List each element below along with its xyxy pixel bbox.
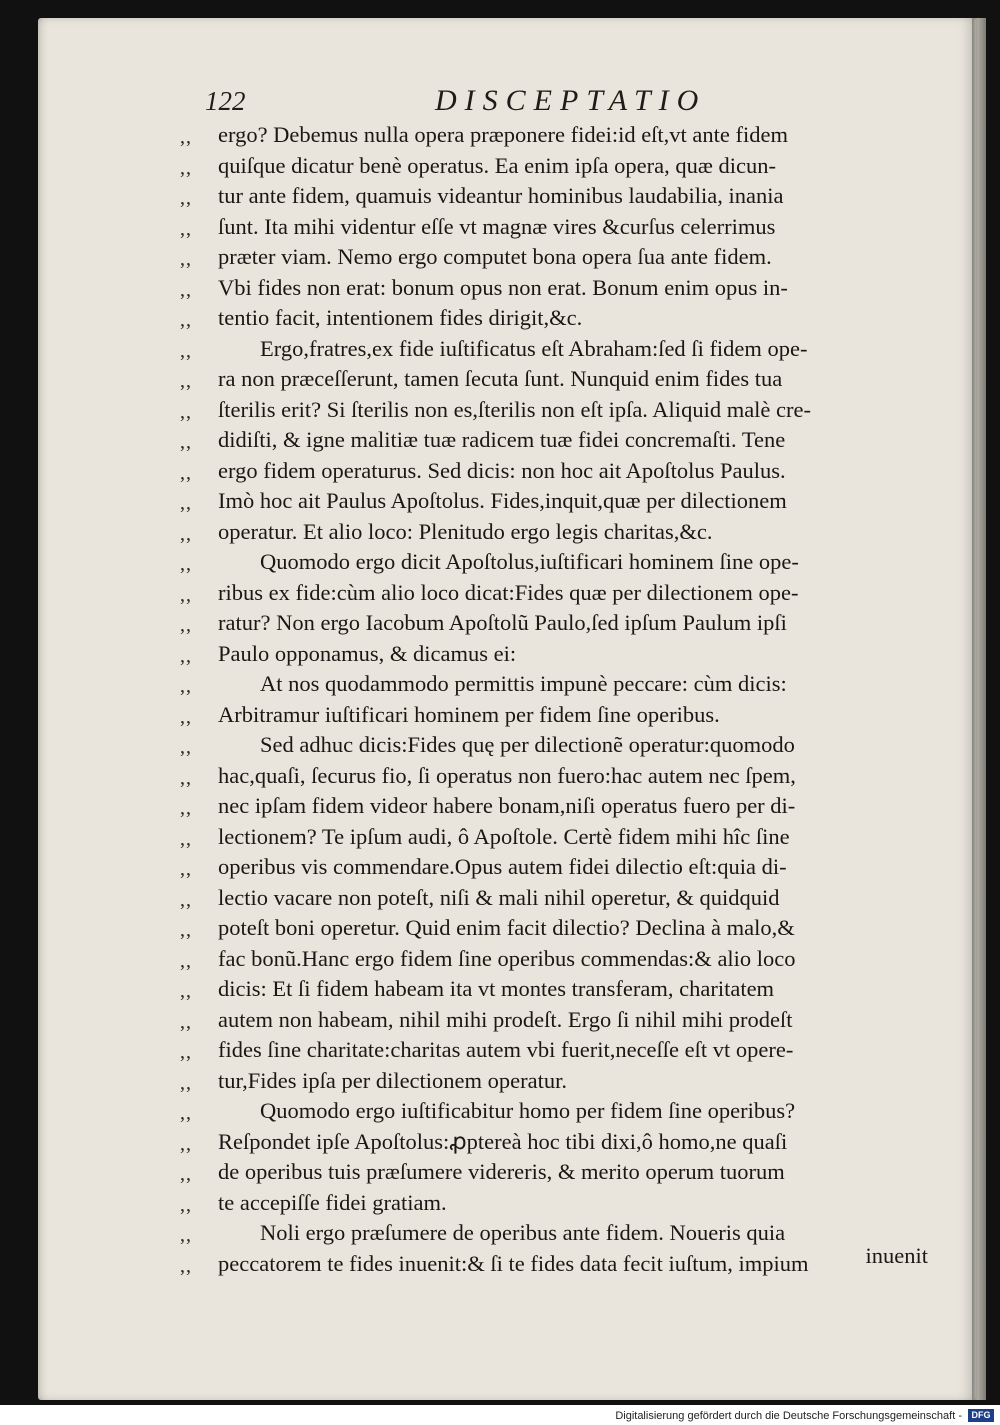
line-text: fac bonũ.Hanc ergo fidem ſine operibus commendas:& alio loco — [218, 945, 796, 971]
quotation-mark: ,, — [180, 1193, 192, 1216]
page-number: 122 — [205, 86, 246, 116]
text-line — [180, 700, 940, 731]
quotation-mark: ,, — [180, 858, 192, 880]
line-text: quiſque dicatur benè operatus. Ea enim ipſa opera, quæ dicun- — [218, 152, 776, 178]
line-text: Ergo,fratres,ex fide iuſtificatus eſt Abraham:ſed ſi fidem ope- — [260, 335, 808, 361]
line-text: tur ante fidem, quamuis videantur hominibus laudabilia, inania — [218, 183, 784, 208]
line-text: ergo? Debemus nulla opera præponere fidei:id eſt,vt ante fidem — [218, 122, 789, 147]
quotation-mark: ,, — [180, 370, 192, 392]
quotation-mark: ,, — [180, 1132, 192, 1155]
page-edge — [972, 18, 986, 1400]
line-text: lectio vacare non poteſt, niſi & mali nihil operetur, & quidquid — [218, 884, 780, 910]
line-text: lectionem? Te ipſum audi, ô Apoſtole. Certè fidem mihi hîc ſine — [218, 823, 790, 849]
quotation-mark: ,, — [180, 888, 192, 911]
text-line — [180, 852, 940, 883]
quotation-mark: ,, — [180, 553, 192, 575]
quotation-mark: ,, — [180, 309, 192, 331]
text-line — [180, 1066, 940, 1097]
quotation-mark: ,, — [180, 980, 192, 1002]
quotation-mark: ,, — [180, 1224, 192, 1246]
text-line — [180, 730, 940, 761]
line-text: præter viam. Nemo ergo computet bona opera ſua ante fidem. — [218, 244, 772, 269]
quotation-mark: ,, — [180, 156, 192, 179]
text-line — [180, 1096, 940, 1127]
quotation-mark: ,, — [180, 1163, 192, 1185]
text-line — [180, 120, 940, 151]
text-line — [180, 242, 940, 273]
catchword: inuenit — [865, 1243, 928, 1268]
line-text: Arbitramur iuſtificari hominem per fidem ſine operibus. — [218, 701, 720, 727]
quotation-mark: ,, — [180, 217, 192, 240]
text-line — [180, 974, 940, 1005]
line-text: hac,quaſi, ſecurus fio, ſi operatus non fuero:hac autem nec ſpem, — [218, 762, 796, 788]
text-line — [180, 1005, 940, 1036]
quotation-mark: ,, — [180, 1010, 192, 1033]
line-text: Reſpondet ipſe Apoſtolus:ꝓptereà hoc tibi dixi,ô homo,ne quaſi — [218, 1128, 788, 1154]
line-text: dicis: Et ſi fidem habeam ita vt montes transferam, charitatem — [218, 976, 775, 1001]
text-line — [180, 791, 940, 822]
text-line — [180, 578, 940, 609]
running-head: DISCEPTATIO — [435, 84, 707, 117]
line-text: operibus vis commendare.Opus autem fidei dilectio eſt:quia di- — [218, 854, 787, 879]
text-line — [180, 761, 940, 792]
quotation-mark: ,, — [180, 644, 192, 667]
line-text: ſterilis erit? Si ſterilis non es,ſterilis non eſt ipſa. Aliquid malè cre- — [218, 396, 811, 422]
line-text: te accepiſſe fidei gratiam. — [218, 1189, 447, 1215]
text-line — [180, 913, 940, 944]
line-text: operatur. Et alio loco: Plenitudo ergo legis charitas,&c. — [218, 518, 713, 544]
quotation-mark: ,, — [180, 675, 192, 697]
quotation-mark: ,, — [180, 278, 192, 301]
line-text: Quomodo ergo iuſtificabitur homo per fidem ſine operibus? — [260, 1098, 796, 1123]
text-line — [180, 425, 940, 456]
text-line — [180, 181, 940, 212]
text-line — [180, 547, 940, 578]
line-text: Noli ergo præſumere de operibus ante fidem. Noueris quia — [260, 1220, 786, 1245]
text-line — [180, 1157, 940, 1188]
quotation-mark: ,, — [180, 919, 192, 941]
text-line — [180, 334, 940, 365]
text-line — [180, 822, 940, 853]
text-line — [180, 639, 940, 670]
text-line — [180, 1035, 940, 1066]
quotation-mark: ,, — [180, 1071, 192, 1094]
line-text: autem non habeam, nihil mihi prodeſt. Ergo ſi nihil mihi prodeſt — [218, 1006, 793, 1032]
line-text: ra non præceſſerunt, tamen ſecuta ſunt. Nunquid enim fides tua — [218, 366, 783, 391]
quotation-mark: ,, — [180, 705, 192, 728]
line-text: ratur? Non ergo Iacobum Apoſtolũ Paulo,ſed ipſum Paulum ipſi — [218, 610, 787, 635]
text-line — [180, 944, 940, 975]
line-text: poteſt boni operetur. Quid enim facit dilectio? Declina à malo,& — [218, 915, 795, 940]
quotation-mark: ,, — [180, 339, 192, 362]
body-text — [180, 120, 940, 1279]
quotation-mark: ,, — [180, 1102, 192, 1124]
quotation-mark: ,, — [180, 400, 192, 423]
line-text: Quomodo ergo dicit Apoſtolus,iuſtificari hominem ſine ope- — [260, 549, 799, 574]
line-text: tur,Fides ipſa per dilectionem operatur. — [218, 1067, 568, 1093]
text-line — [180, 1249, 940, 1280]
page-header — [205, 86, 930, 122]
text-line — [180, 669, 940, 700]
text-line — [180, 273, 940, 304]
quotation-mark: ,, — [180, 1041, 192, 1063]
quotation-mark: ,, — [180, 1254, 192, 1277]
text-line — [180, 212, 940, 243]
line-text: fides ſine charitate:charitas autem vbi fuerit,neceſſe eſt vt opere- — [218, 1037, 794, 1062]
line-text: didiſti, & igne malitiæ tuæ radicem tuæ fidei concremaſti. Tene — [218, 427, 786, 452]
line-text: At nos quodammodo permittis impunè peccare: cùm dicis: — [260, 671, 787, 696]
dfg-logo: DFG — [968, 1409, 994, 1422]
quotation-mark: ,, — [180, 431, 192, 453]
quotation-mark: ,, — [180, 736, 192, 758]
quotation-mark: ,, — [180, 766, 192, 789]
text-line — [180, 395, 940, 426]
text-line — [180, 303, 940, 334]
line-text: ſunt. Ita mihi videntur eſſe vt magnæ vires &curſus celerrimus — [218, 213, 776, 239]
line-text: Imò hoc ait Paulus Apoſtolus. Fides,inquit,quæ per dilectionem — [218, 488, 787, 513]
text-line — [180, 517, 940, 548]
text-line — [180, 151, 940, 182]
text-line — [180, 608, 940, 639]
text-line — [180, 1127, 940, 1158]
quotation-mark: ,, — [180, 126, 192, 148]
quotation-mark: ,, — [180, 949, 192, 972]
line-text: de operibus tuis præſumere videreris, & merito operum tuorum — [218, 1159, 785, 1184]
quotation-mark: ,, — [180, 827, 192, 850]
quotation-mark: ,, — [180, 614, 192, 636]
line-text: peccatorem te fides inuenit:& ſi te fides data fecit iuſtum, impium — [218, 1250, 809, 1276]
text-line — [180, 486, 940, 517]
quotation-mark: ,, — [180, 187, 192, 209]
quotation-mark: ,, — [180, 522, 192, 545]
quotation-mark: ,, — [180, 461, 192, 484]
quotation-mark: ,, — [180, 797, 192, 819]
line-text: ergo fidem operaturus. Sed dicis: non hoc ait Apoſtolus Paulus. — [218, 457, 786, 483]
line-text: ribus ex fide:cùm alio loco dicat:Fides quæ per dilectionem ope- — [218, 579, 799, 605]
text-line — [180, 1188, 940, 1219]
line-text: tentio facit, intentionem fides dirigit,&c. — [218, 305, 583, 330]
text-line — [180, 1218, 940, 1249]
funding-note: Digitalisierung gefördert durch die Deutsche Forschungsgemeinschaft - — [615, 1410, 962, 1422]
quotation-mark: ,, — [180, 492, 192, 514]
line-text: Sed adhuc dicis:Fides quę per dilectionẽ operatur:quomodo — [260, 732, 795, 757]
text-line — [180, 364, 940, 395]
line-text: Vbi fides non erat: bonum opus non erat. Bonum enim opus in- — [218, 274, 788, 300]
line-text: nec ipſam fidem videor habere bonam,niſi operatus fuero per di- — [218, 793, 796, 818]
quotation-mark: ,, — [180, 583, 192, 606]
line-text: Paulo opponamus, & dicamus ei: — [218, 640, 517, 666]
text-line — [180, 456, 940, 487]
text-line — [180, 883, 940, 914]
footer-bar — [0, 1405, 1000, 1425]
quotation-mark: ,, — [180, 248, 192, 270]
